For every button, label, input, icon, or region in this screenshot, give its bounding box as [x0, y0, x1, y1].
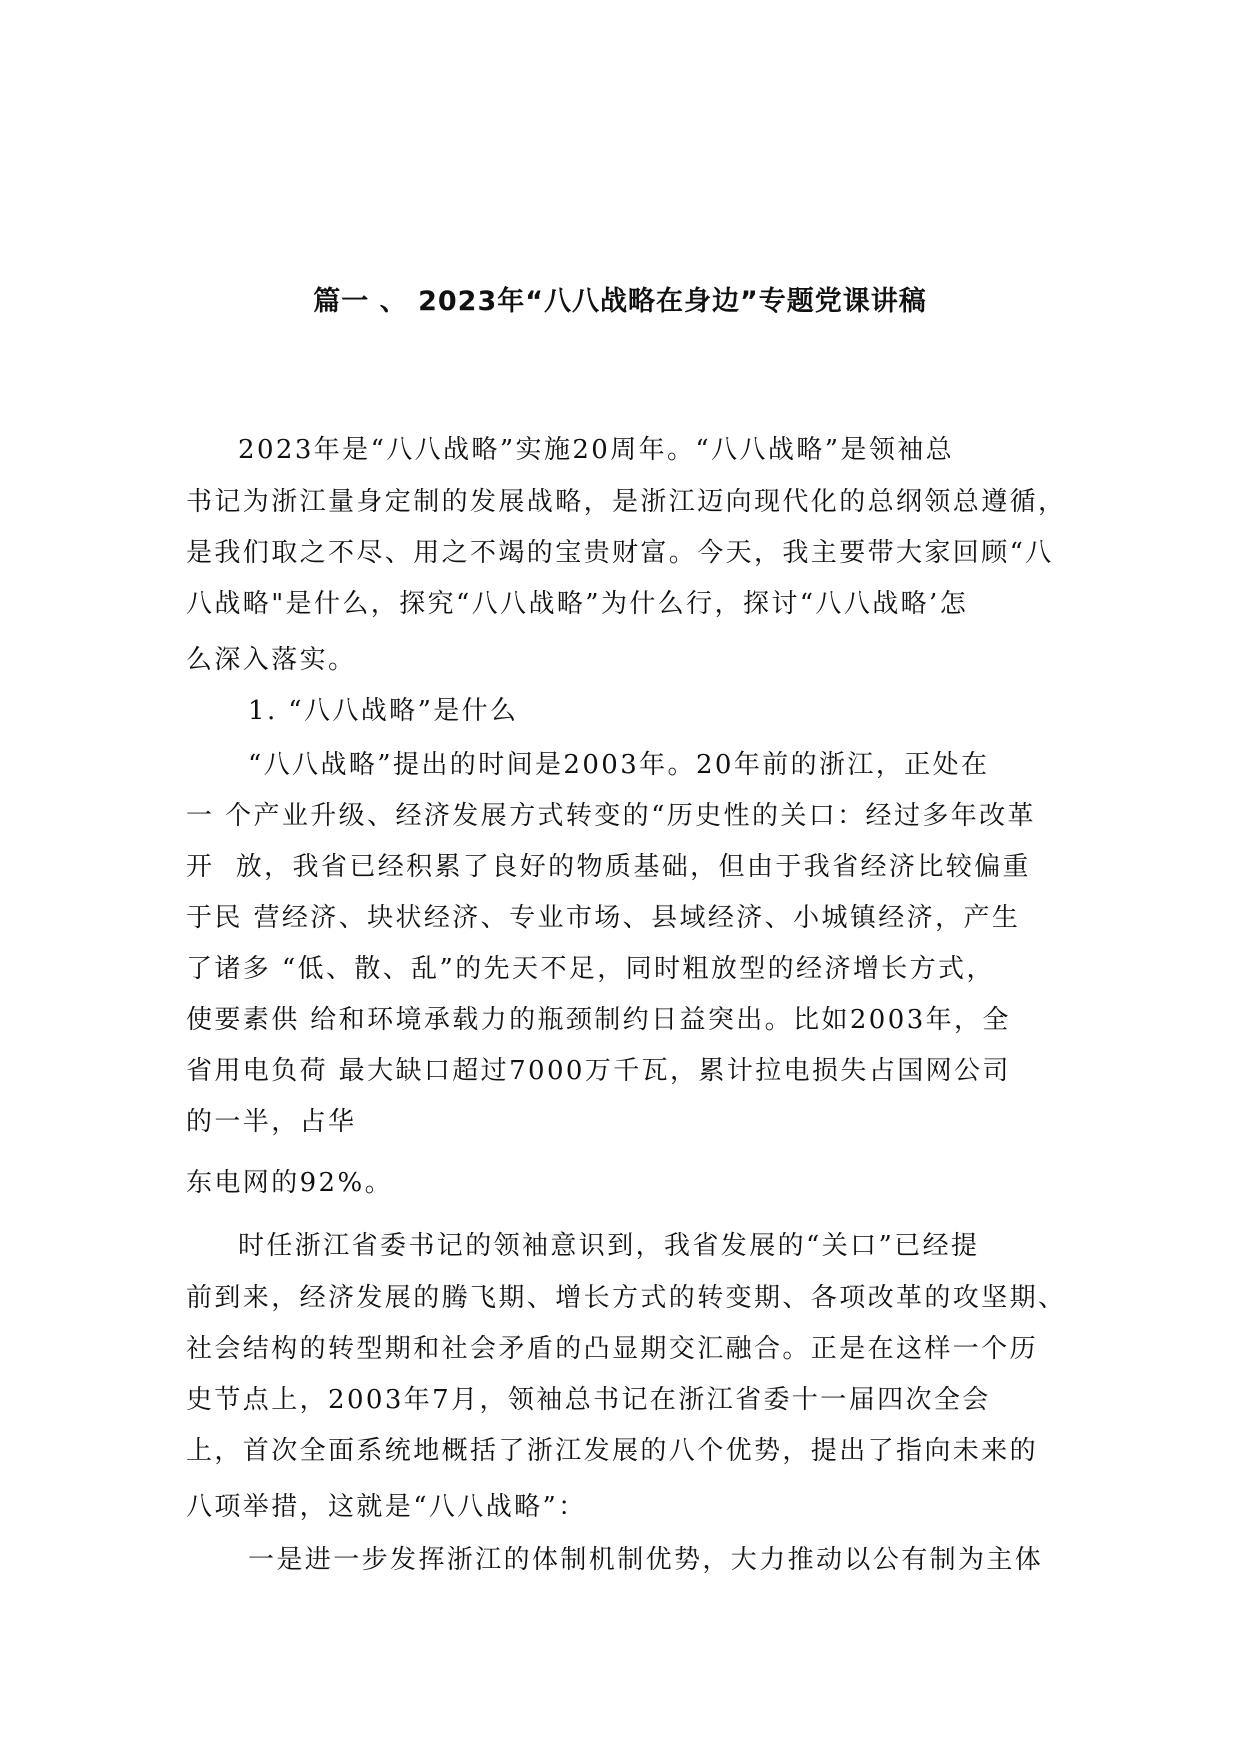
- text-line: 上，首次全面系统地概括了浙江发展的八个优势，提出了指向未来的: [186, 1436, 1039, 1466]
- text-line: 书记为浙江量身定制的发展战略，是浙江迈向现代化的总纲领总遵循，: [186, 487, 1067, 517]
- text-line: 了诸多 “低、散、乱”的先天不足，同时粗放型的经济增长方式，: [186, 954, 995, 984]
- text-line: 前到来，经济发展的腾飞期、增长方式的转变期、各项改革的攻坚期、: [186, 1283, 1067, 1313]
- text-line: 么深入落实。: [186, 645, 357, 675]
- text-line: 八战略"是什么，探究“八八战略”为什么行，探讨“八八战略’怎: [186, 589, 969, 619]
- text-line: 的一半，占华: [186, 1107, 357, 1137]
- text-line: 史节点上，2003年7月，领袖总书记在浙江省委十一届四次全会: [186, 1385, 991, 1415]
- text-line: 省用电负荷 最大缺口超过7000万千瓦，累计拉电损失占国网公司: [186, 1056, 1011, 1086]
- text-line: “八八战略”提出的时间是2003年。20年前的浙江，正处在: [248, 750, 990, 780]
- text-line: 东电网的92%。: [186, 1168, 393, 1198]
- text-line: 开 放，我省已经积累了良好的物质基础，但由于我省经济比较偏重: [186, 852, 1031, 882]
- text-line: 一是进一步发挥浙江的体制机制优势，大力推动以公有制为主体: [248, 1545, 1044, 1575]
- text-line: 2023年是“八八战略”实施20周年。“八八战略”是领袖总: [238, 435, 955, 465]
- text-line: 时任浙江省委书记的领袖意识到，我省发展的“关口”已经提: [238, 1231, 980, 1261]
- text-line: 社会结构的转型期和社会矛盾的凸显期交汇融合。正是在这样一个历: [186, 1334, 1039, 1364]
- section-heading: 1. “八八战略”是什么: [248, 696, 519, 726]
- text-line: 使要素供 给和环境承载力的瓶颈制约日益突出。比如2003年，全: [186, 1005, 1011, 1035]
- text-line: 是我们取之不尽、用之不竭的宝贵财富。今天，我主要带大家回顾“八: [186, 538, 1054, 568]
- document-title: 篇一 、 2023年“八八战略在身边”专题党课讲稿: [313, 286, 927, 317]
- text-line: 八项举措，这就是“八八战略”：: [186, 1492, 587, 1522]
- text-line: 一 个产业升级、经济发展方式转变的“历史性的关口：经过多年改革: [186, 801, 1036, 831]
- text-line: 于民 营经济、块状经济、专业市场、县域经济、小城镇经济，产生: [186, 903, 1021, 933]
